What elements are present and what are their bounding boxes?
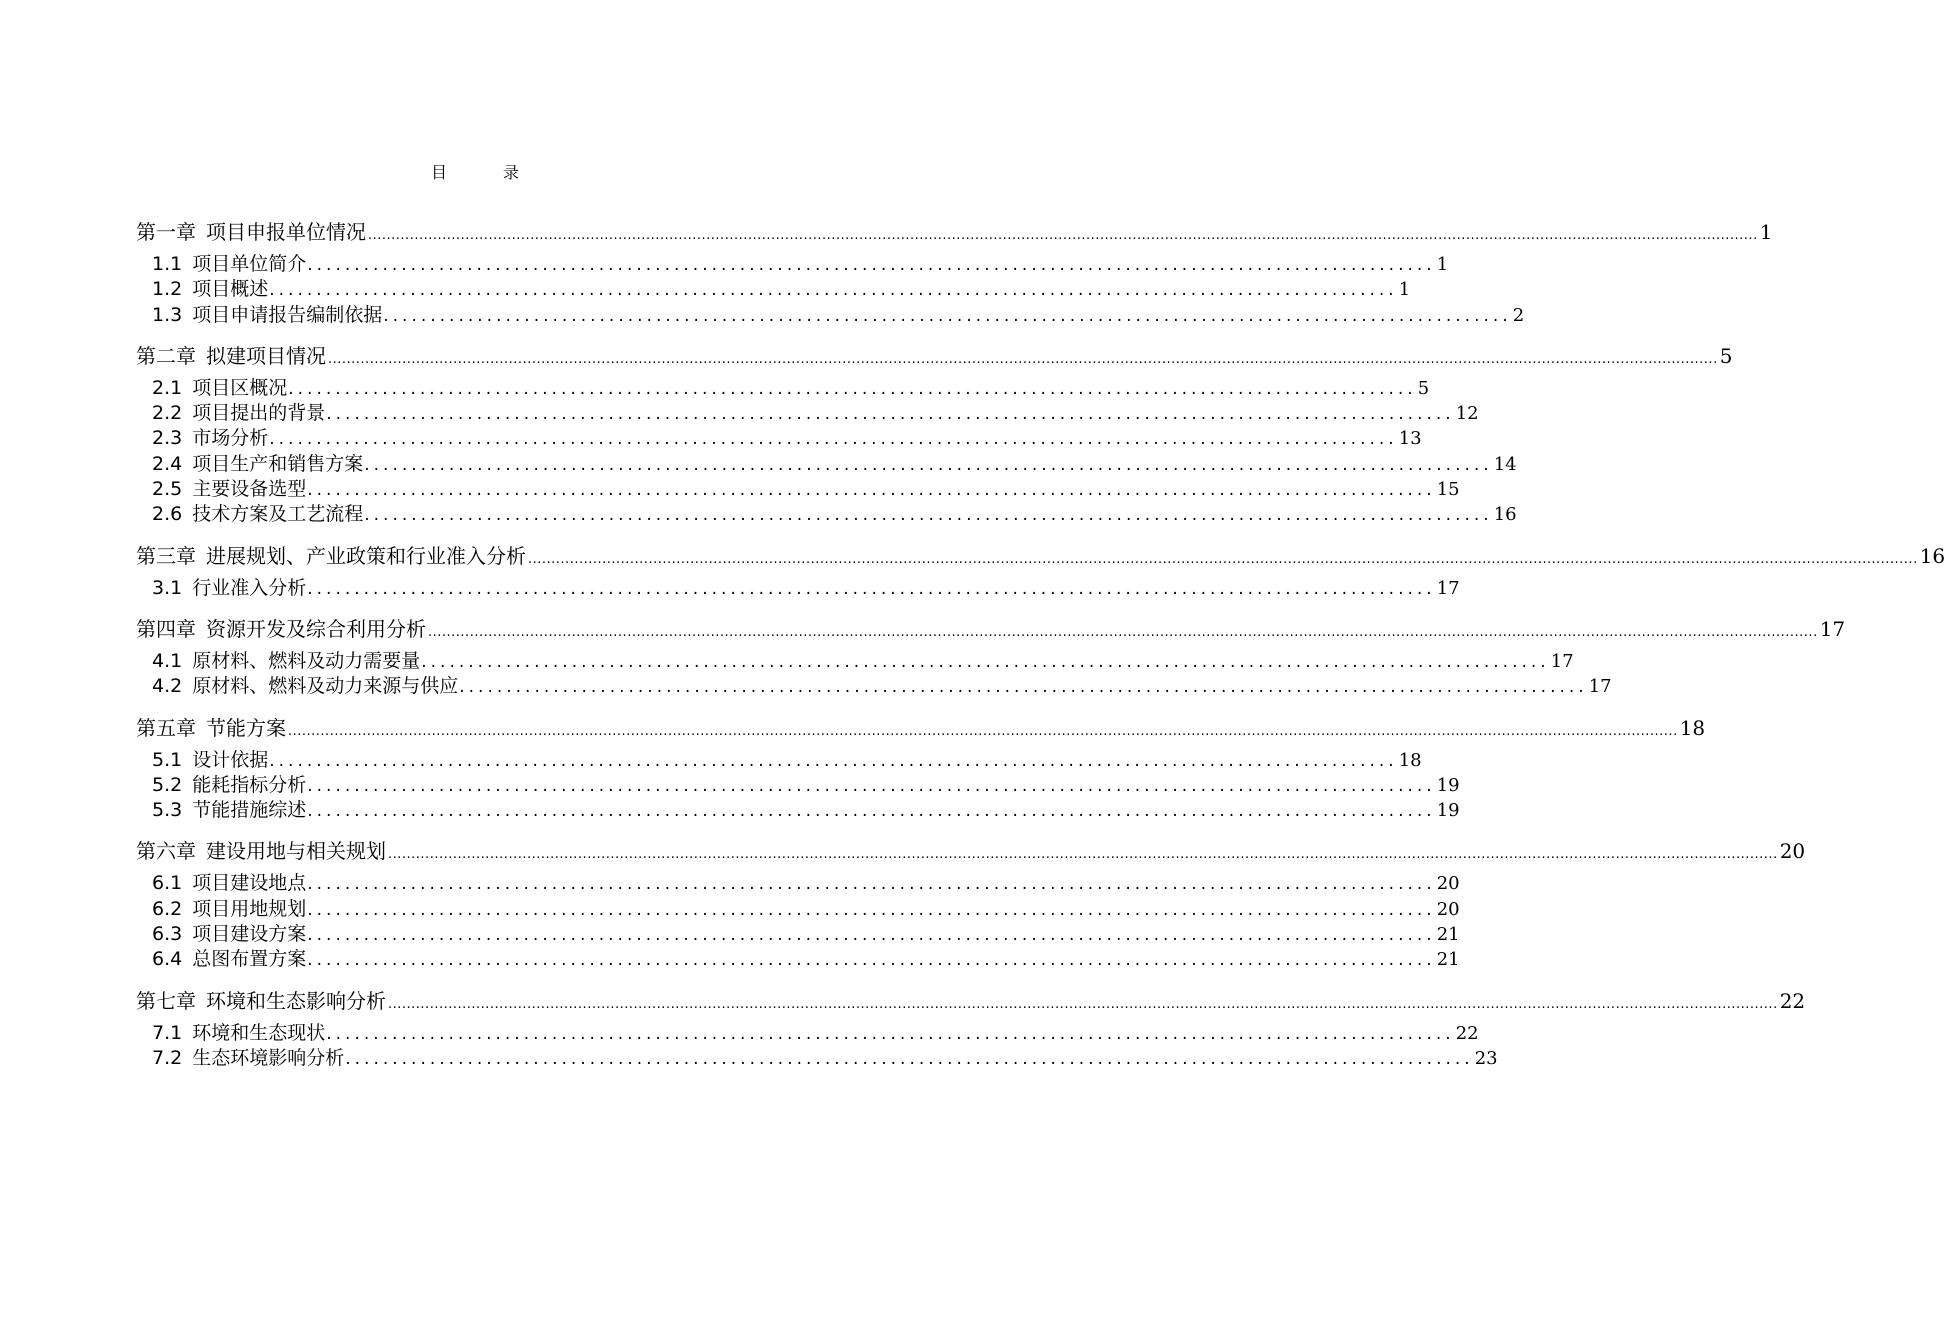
section-label (152, 649, 420, 674)
chapter-title: 资源开发及综合利用分析 (206, 616, 426, 641)
chapter-page-number: 1 (1759, 220, 1773, 244)
chapter-label (136, 214, 366, 250)
section-label (152, 674, 458, 699)
section-label (152, 773, 306, 798)
section-label (152, 871, 306, 896)
section-number: 5.1 (152, 748, 183, 771)
chapter-title: 环境和生态影响分析 (206, 988, 386, 1013)
chapter-label (136, 983, 386, 1019)
section-number: 6.3 (152, 923, 183, 946)
chapter-page-number: 17 (1819, 616, 1846, 641)
section-title: 生态环境影响分析 (192, 1046, 345, 1069)
leader-dots: ........................................................................................................................ (307, 874, 1436, 895)
section-page-number: 20 (1436, 873, 1460, 895)
section-title: 项目建设地点 (192, 872, 307, 895)
section-number: 2.1 (152, 376, 183, 399)
leader-dots: ........................................................................................................................ (307, 578, 1436, 599)
leader-dots: ............................................................................................................................................................................................................................................................................................................ (328, 351, 1718, 367)
leader-dots: ........................................................................................................................ (345, 1048, 1474, 1069)
chapter-title: 建设用地与相关规划 (206, 839, 386, 864)
chapter-label (136, 833, 386, 869)
chapter-number: 第七章 (136, 988, 196, 1013)
section-label (152, 947, 306, 972)
section-page-number: 13 (1398, 428, 1422, 450)
chapter-number: 第三章 (136, 543, 196, 568)
section-title: 项目用地规划 (192, 897, 307, 920)
leader-dots: ............................................................................................................................................................................................................................................................................................................ (368, 228, 1758, 243)
leader-dots: ........................................................................................................................ (421, 651, 1550, 672)
toc-chapter-entry[interactable] (136, 983, 1806, 1019)
section-number: 2.5 (152, 478, 183, 501)
toc-title (0, 160, 950, 183)
section-number: 2.3 (152, 427, 183, 450)
toc-section-entry[interactable] (136, 401, 1479, 426)
section-title: 项目提出的背景 (192, 402, 326, 425)
section-page-number: 17 (1588, 676, 1612, 698)
section-title: 原材料、燃料及动力需要量 (192, 649, 421, 672)
section-page-number: 1 (1398, 279, 1411, 301)
section-page-number: 18 (1398, 749, 1422, 771)
leader-dots: ........................................................................................................................ (307, 255, 1436, 275)
section-label (152, 897, 306, 922)
chapter-number: 第二章 (136, 343, 196, 368)
section-number: 1.1 (152, 253, 183, 275)
leader-dots: ........................................................................................................................ (364, 454, 1493, 475)
leader-dots: ............................................................................................................................................................................................................................................................................................................ (288, 723, 1678, 739)
chapter-title: 拟建项目情况 (206, 343, 326, 368)
section-label (152, 401, 325, 426)
toc-section-entry[interactable] (136, 576, 1460, 601)
chapter-label (136, 538, 526, 574)
section-number: 6.4 (152, 948, 183, 971)
toc-section-entry[interactable] (136, 277, 1411, 302)
chapter-page-number: 20 (1779, 839, 1806, 864)
toc-section-entry[interactable] (136, 303, 1525, 328)
section-title: 原材料、燃料及动力来源与供应 (192, 675, 459, 698)
section-page-number: 17 (1436, 577, 1460, 599)
section-title: 总图布置方案 (192, 948, 307, 971)
chapter-label (136, 611, 426, 647)
section-title: 项目概述 (192, 278, 269, 301)
chapter-number: 第六章 (136, 839, 196, 864)
section-number: 4.2 (152, 675, 183, 698)
section-page-number: 20 (1436, 898, 1460, 920)
section-number: 6.2 (152, 897, 183, 920)
section-title: 项目建设方案 (192, 923, 307, 946)
chapter-page-number: 22 (1779, 988, 1806, 1013)
section-label (152, 576, 306, 601)
section-title: 项目单位简介 (192, 253, 307, 275)
toc-title-char-1: 目 (430, 163, 447, 182)
toc-section-entry[interactable] (136, 1021, 1479, 1046)
section-title: 设计依据 (192, 748, 269, 771)
section-number: 1.2 (152, 278, 183, 301)
toc-chapter-entry[interactable] (136, 338, 1733, 374)
toc-chapter-entry[interactable] (136, 611, 1846, 647)
section-page-number: 5 (1417, 377, 1430, 399)
section-page-number: 12 (1455, 403, 1479, 425)
leader-dots: ............................................................................................................................................................................................................................................................................................................ (528, 551, 1918, 567)
section-number: 5.2 (152, 773, 183, 796)
section-label (152, 1021, 325, 1046)
leader-dots: ........................................................................................................................ (326, 404, 1455, 425)
leader-dots: ........................................................................................................................ (383, 305, 1512, 326)
leader-dots: ........................................................................................................................ (307, 801, 1436, 822)
leader-dots: ........................................................................................................................ (269, 280, 1398, 301)
section-label (152, 376, 287, 401)
section-page-number: 21 (1436, 949, 1460, 971)
section-label (152, 922, 306, 947)
toc-chapter-entry[interactable] (136, 214, 1773, 250)
section-title: 行业准入分析 (192, 576, 307, 599)
section-label (152, 748, 268, 773)
section-page-number: 15 (1436, 479, 1460, 501)
toc-section-entry[interactable] (136, 376, 1430, 401)
section-number: 7.1 (152, 1021, 183, 1044)
section-page-number: 22 (1455, 1022, 1479, 1044)
section-title: 环境和生态现状 (192, 1021, 326, 1044)
section-page-number: 19 (1436, 800, 1460, 822)
toc-title-char-2: 录 (503, 163, 520, 182)
toc-chapter-entry[interactable] (136, 833, 1806, 869)
section-number: 2.2 (152, 402, 183, 425)
section-page-number: 17 (1550, 650, 1574, 672)
chapter-number: 第五章 (136, 715, 196, 740)
section-number: 2.6 (152, 503, 183, 526)
toc-section-entry[interactable] (136, 897, 1460, 922)
section-title: 节能措施综述 (192, 799, 307, 822)
leader-dots: ........................................................................................................................ (307, 925, 1436, 946)
toc-section-entry[interactable] (136, 922, 1460, 947)
section-title: 项目申请报告编制依据 (192, 303, 383, 326)
section-label (152, 798, 306, 823)
leader-dots: ........................................................................................................................ (364, 505, 1493, 526)
chapter-page-number: 16 (1919, 543, 1945, 568)
toc-section-entry[interactable] (136, 871, 1460, 896)
leader-dots: ........................................................................................................................ (307, 480, 1436, 501)
section-label (152, 303, 382, 328)
section-label (152, 252, 306, 277)
section-number: 1.3 (152, 303, 183, 326)
toc-section-entry[interactable] (136, 773, 1460, 798)
toc-section-entry[interactable] (136, 452, 1517, 477)
chapter-page-number: 5 (1719, 343, 1733, 368)
section-label (152, 477, 306, 502)
section-number: 6.1 (152, 872, 183, 895)
toc-chapter-entry[interactable] (136, 538, 1945, 574)
leader-dots: ........................................................................................................................ (459, 677, 1588, 698)
section-page-number: 2 (1512, 304, 1525, 326)
section-label (152, 426, 268, 451)
leader-dots: ........................................................................................................................ (307, 899, 1436, 920)
section-number: 2.4 (152, 452, 183, 475)
section-number: 3.1 (152, 576, 183, 599)
chapter-title: 进展规划、产业政策和行业准入分析 (206, 543, 526, 568)
leader-dots: ........................................................................................................................ (326, 1023, 1455, 1044)
section-title: 能耗指标分析 (192, 773, 307, 796)
chapter-title: 节能方案 (206, 715, 286, 740)
leader-dots: ........................................................................................................................ (288, 378, 1417, 399)
toc-chapter-entry[interactable] (136, 710, 1706, 746)
section-label (152, 277, 268, 302)
section-page-number: 14 (1493, 453, 1517, 475)
section-number: 4.1 (152, 649, 183, 672)
section-title: 市场分析 (192, 427, 269, 450)
toc-section-entry[interactable] (136, 649, 1574, 674)
toc-section-entry[interactable] (136, 748, 1422, 773)
section-label (152, 1046, 344, 1071)
section-page-number: 19 (1436, 774, 1460, 796)
toc-section-entry[interactable] (136, 674, 1612, 699)
toc-section-entry[interactable] (136, 947, 1460, 972)
chapter-label (136, 338, 326, 374)
leader-dots: ........................................................................................................................ (307, 775, 1436, 796)
section-title: 项目生产和销售方案 (192, 452, 364, 475)
chapter-number: 第一章 (136, 220, 196, 244)
leader-dots: ............................................................................................................................................................................................................................................................................................................ (428, 624, 1818, 640)
toc-section-entry[interactable] (136, 1046, 1498, 1071)
chapter-label (136, 710, 286, 746)
section-title: 技术方案及工艺流程 (192, 503, 364, 526)
leader-dots: ............................................................................................................................................................................................................................................................................................................ (388, 996, 1778, 1012)
section-label (152, 502, 363, 527)
section-page-number: 21 (1436, 924, 1460, 946)
toc-section-entry[interactable] (136, 426, 1422, 451)
leader-dots: ........................................................................................................................ (269, 429, 1398, 450)
chapter-page-number: 18 (1679, 715, 1706, 740)
section-number: 7.2 (152, 1046, 183, 1069)
section-page-number: 23 (1474, 1047, 1498, 1069)
toc-section-entry[interactable] (136, 477, 1460, 502)
table-of-contents (136, 214, 1945, 1071)
section-label (152, 452, 363, 477)
section-page-number: 16 (1493, 504, 1517, 526)
chapter-number: 第四章 (136, 616, 196, 641)
section-page-number: 1 (1436, 254, 1449, 275)
toc-section-entry[interactable] (136, 798, 1460, 823)
chapter-title: 项目申报单位情况 (206, 220, 366, 244)
section-title: 项目区概况 (192, 376, 288, 399)
section-title: 主要设备选型 (192, 478, 307, 501)
toc-section-entry[interactable] (136, 252, 1449, 277)
leader-dots: ........................................................................................................................ (307, 950, 1436, 971)
leader-dots: ........................................................................................................................ (269, 750, 1398, 771)
section-number: 5.3 (152, 799, 183, 822)
toc-section-entry[interactable] (136, 502, 1517, 527)
leader-dots: ............................................................................................................................................................................................................................................................................................................ (388, 847, 1778, 863)
